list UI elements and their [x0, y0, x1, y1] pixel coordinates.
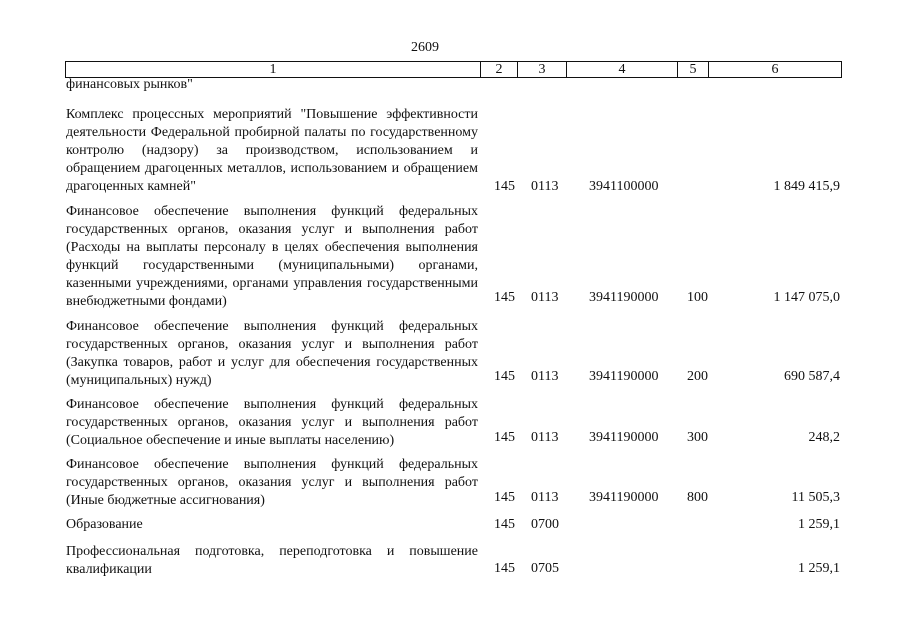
column-header-3: 3 [518, 62, 567, 78]
row-col-6: 1 849 415,9 [773, 179, 840, 194]
row-col-5: 100 [687, 290, 708, 305]
row-col-4: 3941190000 [589, 290, 659, 305]
row-col-3: 0113 [531, 490, 559, 505]
row-col-5: 800 [687, 490, 708, 505]
row-col-6: 11 505,3 [791, 490, 840, 505]
page-number: 2609 [411, 40, 439, 55]
row-col-3: 0705 [531, 561, 559, 576]
row-col-2: 145 [494, 290, 515, 305]
row-col-2: 145 [494, 369, 515, 384]
row-col-6: 248,2 [808, 430, 840, 445]
row-description: Финансовое обеспечение выполнения функций федеральных государственных органов, оказания услуг и выполнения работ (Расходы на выплаты персоналу в целях обеспечения выполнения функций государственными (муниципальными) органами, казенными учреждениями, органами управления государственными внебюджетными фондами) [66, 204, 478, 309]
row-col-6: 1 147 075,0 [773, 290, 840, 305]
row-col-2: 145 [494, 179, 515, 194]
row-col-2: 145 [494, 430, 515, 445]
column-header-6: 6 [709, 62, 842, 78]
row-col-6: 690 587,4 [784, 369, 840, 384]
row-description: Образование [66, 517, 143, 532]
row-col-2: 145 [494, 517, 515, 532]
row-col-3: 0113 [531, 430, 559, 445]
row-col-4: 3941190000 [589, 430, 659, 445]
row-col-5: 200 [687, 369, 708, 384]
row-col-3: 0113 [531, 290, 559, 305]
row-col-3: 0113 [531, 179, 559, 194]
row-col-5: 300 [687, 430, 708, 445]
column-header-1: 1 [66, 62, 481, 78]
row-col-4: 3941190000 [589, 369, 659, 384]
row-description: Профессиональная подготовка, переподготовка и повышение квалификации [66, 544, 478, 577]
column-header-2: 2 [481, 62, 518, 78]
row-col-4: 3941190000 [589, 490, 659, 505]
row-col-2: 145 [494, 561, 515, 576]
row-col-6: 1 259,1 [798, 517, 840, 532]
row-col-4: 3941100000 [589, 179, 659, 194]
row-description: Финансовое обеспечение выполнения функций федеральных государственных органов, оказания услуг и выполнения работ (Иные бюджетные ассигнования) [66, 457, 478, 508]
row-col-2: 145 [494, 490, 515, 505]
column-header-5: 5 [678, 62, 709, 78]
continuation-text: финансовых рынков" [66, 77, 193, 92]
column-header-4: 4 [567, 62, 678, 78]
row-description: Финансовое обеспечение выполнения функций федеральных государственных органов, оказания услуг и выполнения работ (Социальное обеспечение и иные выплаты населению) [66, 397, 478, 448]
row-description: Комплекс процессных мероприятий "Повышение эффективности деятельности Федеральной пробирной палаты по государственному контролю (надзору) за производством, использованием и обращением драгоценных металлов, использованием и обращением драгоценных камней" [66, 107, 478, 194]
row-col-6: 1 259,1 [798, 561, 840, 576]
row-col-3: 0700 [531, 517, 559, 532]
row-description: Финансовое обеспечение выполнения функций федеральных государственных органов, оказания услуг и выполнения работ (Закупка товаров, работ и услуг для обеспечения государственных (муниципальных) нужд) [66, 319, 478, 388]
row-col-3: 0113 [531, 369, 559, 384]
